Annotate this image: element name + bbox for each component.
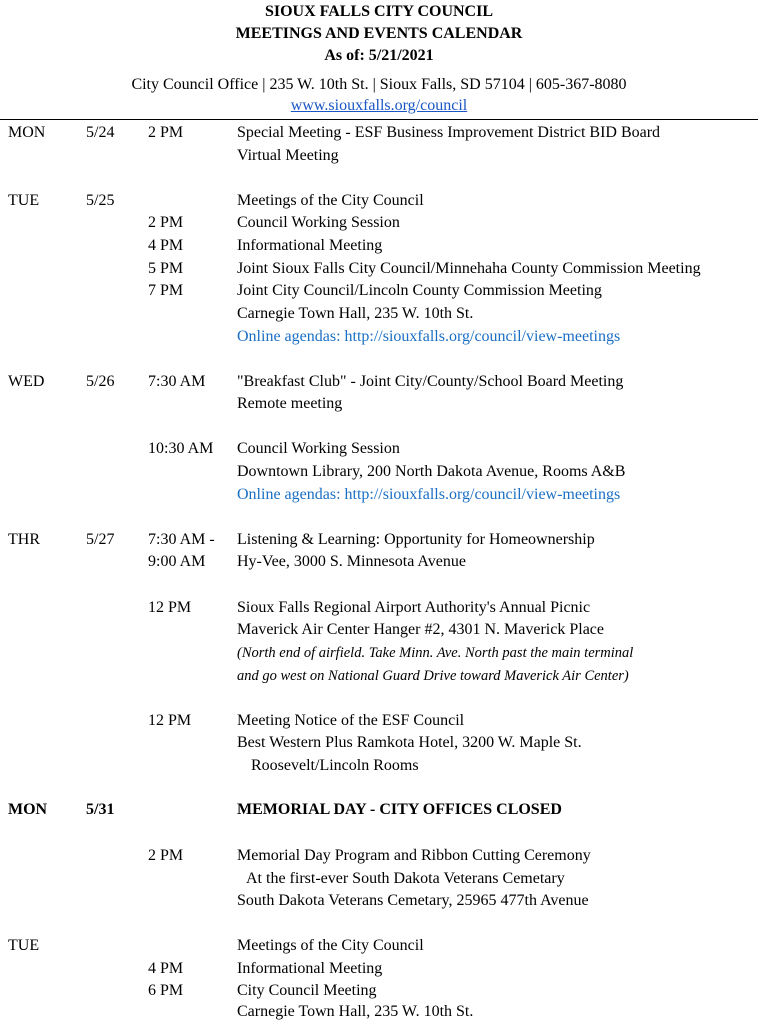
event-text: Sioux Falls Regional Airport Authority's Annual Picnic <box>237 599 591 616</box>
calendar-row <box>0 371 758 394</box>
calendar-row <box>0 958 758 981</box>
time-cell: 9:00 AM <box>148 553 206 570</box>
event-text: Special Meeting - ESF Business Improvement District BID Board <box>237 124 661 141</box>
event-text: Joint City Council/Lincoln County Commission Meeting <box>237 282 602 299</box>
calendar-row <box>0 212 758 235</box>
event-text: Remote meeting <box>237 395 343 412</box>
event-text: South Dakota Veterans Cemetary, 25965 477th Avenue <box>237 892 589 909</box>
time-cell: 7:30 AM <box>148 373 206 390</box>
event-text: Best Western Plus Ramkota Hotel, 3200 W. Maple St. <box>237 734 582 751</box>
event-text: Meeting Notice of the ESF Council <box>237 712 465 729</box>
calendar-row <box>0 868 758 891</box>
time-cell: 7 PM <box>148 282 184 299</box>
date-cell: 5/31 <box>86 801 115 818</box>
event-text: Carnegie Town Hall, 235 W. 10th St. <box>237 305 474 322</box>
calendar-row <box>0 755 758 778</box>
header-divider <box>0 119 758 120</box>
event-text: Joint Sioux Falls City Council/Minnehaha County Commission Meeting <box>237 260 701 277</box>
event-text: City Council Meeting <box>237 982 377 999</box>
time-cell: 2 PM <box>148 214 184 231</box>
day-cell: TUE <box>8 937 40 954</box>
calendar-row <box>0 1001 758 1024</box>
event-text: Listening & Learning: Opportunity for Homeownership <box>237 531 595 548</box>
event-text: Informational Meeting <box>237 960 383 977</box>
day-cell: MON <box>8 124 46 141</box>
time-cell: 7:30 AM - <box>148 531 215 548</box>
calendar-row <box>0 597 758 620</box>
event-text: Meetings of the City Council <box>237 192 424 209</box>
office-address: City Council Office | 235 W. 10th St. | Sioux Falls, SD 57104 | 605-367-8080 <box>131 76 627 93</box>
day-cell: THR <box>8 531 40 548</box>
time-cell: 6 PM <box>148 982 184 999</box>
event-text: Meetings of the City Council <box>237 937 424 954</box>
holiday-text: MEMORIAL DAY - CITY OFFICES CLOSED <box>237 801 562 818</box>
event-text: At the first-ever South Dakota Veterans Cemetary <box>246 870 565 887</box>
event-text: Hy-Vee, 3000 S. Minnesota Avenue <box>237 553 466 570</box>
day-cell: MON <box>8 801 48 818</box>
time-cell: 5 PM <box>148 260 184 277</box>
event-text: Council Working Session <box>237 214 400 231</box>
calendar-row <box>0 619 758 642</box>
calendar-row <box>0 438 758 461</box>
calendar-row <box>0 845 758 868</box>
website-link[interactable]: www.siouxfalls.org/council <box>290 97 468 114</box>
calendar-row <box>0 665 758 688</box>
calendar-row <box>0 258 758 281</box>
date-cell: 5/25 <box>86 192 115 209</box>
time-cell: 4 PM <box>148 237 184 254</box>
date-cell: 5/27 <box>86 531 115 548</box>
directions-note: (North end of airfield. Take Minn. Ave. North past the main terminal <box>237 645 634 661</box>
event-text: Roosevelt/Lincoln Rooms <box>251 757 419 774</box>
event-text: Council Working Session <box>237 440 400 457</box>
calendar-row <box>0 529 758 552</box>
day-cell: WED <box>8 373 45 390</box>
calendar-row <box>0 461 758 484</box>
calendar-row <box>0 484 758 507</box>
event-text: "Breakfast Club" - Joint City/County/School Board Meeting <box>237 373 624 390</box>
title-line-2: MEETINGS AND EVENTS CALENDAR <box>235 25 523 42</box>
calendar-row <box>0 710 758 733</box>
calendar-row-holiday <box>0 799 758 822</box>
time-cell: 12 PM <box>148 712 192 729</box>
online-agendas-link[interactable]: Online agendas: http://siouxfalls.org/council/view-meetings <box>237 328 621 345</box>
calendar-row <box>0 280 758 303</box>
title-line-1: SIOUX FALLS CITY COUNCIL <box>264 3 494 20</box>
date-cell: 5/24 <box>86 124 115 141</box>
event-text: Virtual Meeting <box>237 147 339 164</box>
event-text: Carnegie Town Hall, 235 W. 10th St. <box>237 1003 474 1020</box>
calendar-row <box>0 145 758 168</box>
time-cell: 4 PM <box>148 960 184 977</box>
event-text: Downtown Library, 200 North Dakota Avenue, Rooms A&B <box>237 463 626 480</box>
calendar-row <box>0 935 758 958</box>
time-cell: 2 PM <box>148 847 184 864</box>
calendar-row <box>0 122 758 145</box>
calendar-row <box>0 980 758 1003</box>
as-of-date: As of: 5/21/2021 <box>324 47 434 64</box>
calendar-row <box>0 551 758 574</box>
online-agendas-link[interactable]: Online agendas: http://siouxfalls.org/council/view-meetings <box>237 486 621 503</box>
event-text: Memorial Day Program and Ribbon Cutting Ceremony <box>237 847 591 864</box>
calendar-row <box>0 642 758 665</box>
directions-note: and go west on National Guard Drive toward Maverick Air Center) <box>237 668 629 684</box>
date-cell: 5/26 <box>86 373 115 390</box>
calendar-row <box>0 326 758 349</box>
calendar-row <box>0 890 758 913</box>
calendar-row <box>0 303 758 326</box>
calendar-row <box>0 393 758 416</box>
document-title <box>0 1 758 67</box>
calendar-row <box>0 190 758 213</box>
website-line <box>0 96 758 116</box>
event-text: Maverick Air Center Hanger #2, 4301 N. Maverick Place <box>237 621 604 638</box>
event-text: Informational Meeting <box>237 237 383 254</box>
calendar-row <box>0 732 758 755</box>
time-cell: 10:30 AM <box>148 440 214 457</box>
calendar-row <box>0 235 758 258</box>
time-cell: 12 PM <box>148 599 192 616</box>
day-cell: TUE <box>8 192 40 209</box>
time-cell: 2 PM <box>148 124 184 141</box>
